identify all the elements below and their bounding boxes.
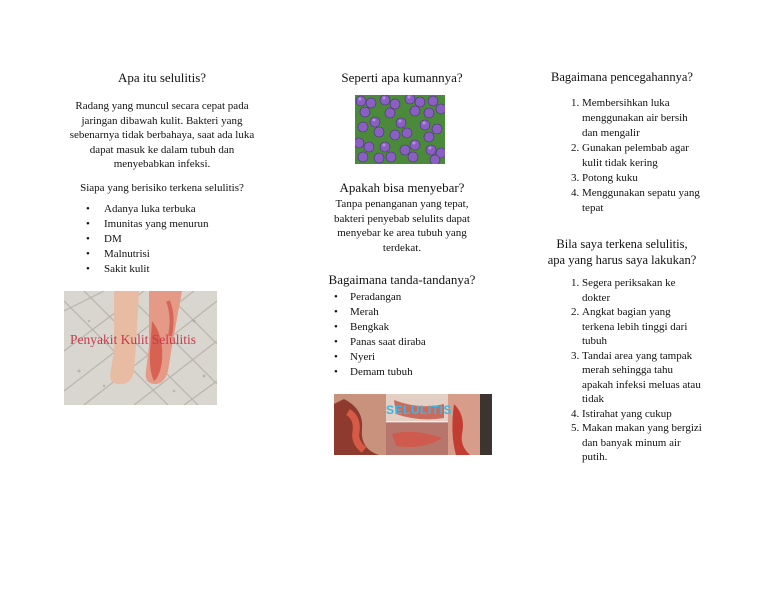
column-germ — [326, 66, 478, 86]
list-item: • Malnutrisi — [64, 247, 260, 262]
list-item: • DM — [64, 232, 260, 247]
list-item: • Peradangan — [326, 290, 478, 305]
section-title-what-is: Apa itu selulitis? — [117, 70, 207, 85]
section-title-action: Bila saya terkena selulitis, apa yang harus saya lakukan? — [547, 237, 697, 267]
column-what-is — [64, 66, 260, 277]
list-item: • Adanya luka terbuka — [64, 202, 260, 217]
list-item: • Panas saat diraba — [326, 335, 478, 350]
cellulitis-collage-image — [334, 394, 492, 455]
prevention-list — [536, 96, 702, 216]
section-title-prevention: Bagaimana pencegahannya? — [551, 70, 693, 84]
section-title-signs: Bagaimana tanda-tandanya? — [328, 272, 476, 287]
feet-cellulitis-photo — [64, 291, 217, 405]
risk-question: Siapa yang berisiko terkena selulitis? — [80, 181, 244, 194]
list-item: 5. Makan makan yang bergizi dan banyak minum air putih. — [582, 421, 702, 465]
action-list — [536, 276, 702, 465]
list-item: • Merah — [326, 305, 478, 320]
definition-text: Radang yang muncul secara cepat pada jaringan dibawah kulit. Bakteri yang sebenarnya tidak berbahaya, saat ada luka dapat masuk ke dalam tubuh dan menyebabkan infeksi. — [69, 100, 255, 170]
list-item: 4. Menggunakan sepatu yang tepat — [582, 186, 702, 216]
list-item: 1. Membersihkan luka menggunakan air bersih dan mengalir — [582, 96, 702, 141]
list-item: 4. Istirahat yang cukup — [582, 407, 702, 422]
photo-caption: Penyakit Kulit Selulitis — [70, 332, 197, 347]
section-title-germ: Seperti apa kumannya? — [341, 70, 463, 85]
column-spread — [326, 180, 478, 380]
list-item: • Sakit kulit — [64, 262, 260, 277]
list-item: 2. Angkat bagian yang terkena lebih tinggi dari tubuh — [582, 305, 702, 349]
list-item: 3. Tandai area yang tampak merah sehingga tahu apakah infeksi meluas atau tidak — [582, 349, 702, 407]
signs-list — [326, 290, 478, 380]
list-item: • Nyeri — [326, 350, 478, 365]
risk-list — [64, 202, 260, 277]
collage-caption: SELULITIS — [386, 403, 452, 417]
column-prevention — [536, 66, 708, 465]
list-item: • Imunitas yang menurun — [64, 217, 260, 232]
spread-text: Tanpa penanganan yang tepat, bakteri penyebab selulits dapat menyebar ke area tubuh yang terdekat. — [334, 198, 470, 254]
list-item: • Demam tubuh — [326, 365, 478, 380]
list-item: 3. Potong kuku — [582, 171, 702, 186]
list-item: • Bengkak — [326, 320, 478, 335]
bacteria-microscope-image — [355, 95, 445, 164]
list-item: 2. Gunakan pelembab agar kulit tidak kering — [582, 141, 702, 171]
section-title-spread: Apakah bisa menyebar? — [339, 180, 465, 195]
list-item: 1. Segera periksakan ke dokter — [582, 276, 702, 305]
